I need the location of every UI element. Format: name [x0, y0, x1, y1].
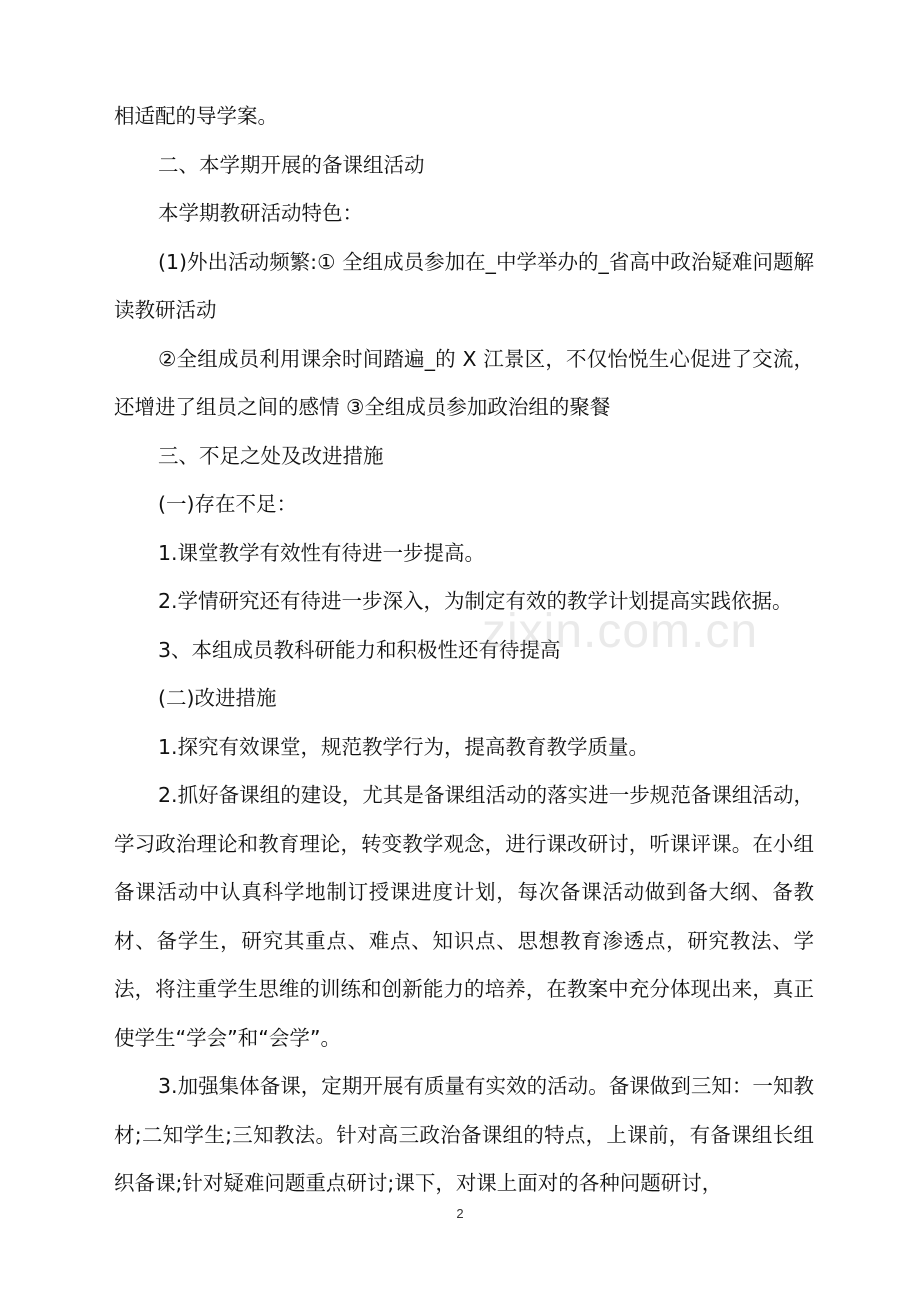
list-item-shortcoming-1: 1.课堂教学有效性有待进一步提高。 — [158, 540, 486, 565]
list-item-shortcoming-3: 3、本组成员教科研能力和积极性还有待提高 — [158, 637, 561, 662]
subheading-shortcomings: (一)存在不足： — [158, 492, 297, 516]
paragraph-outing-activities: (1)外出活动频繁:① 全组成员参加在_中学举办的_省高中政治疑难问题解读教研活动 — [114, 249, 814, 322]
list-item-improvement-2: 2.抓好备课组的建设，尤其是备课组活动的落实进一步规范备课组活动，学习政治理论和教育理论，转变教学观念，进行课改研讨，听课评课。在小组备课活动中认真科学地制订授课进度计划，每次备课活动做到备大纲、备教材、备学生，研究其重点、难点、知识点、思想教育渗透点，研究教法、学法，将注重学生思维的训练和创新能力的培养，在教案中充分体现出来，真正使学生“学会”和“会学”。 — [114, 783, 814, 1050]
watermark: zixin.com.cn — [482, 605, 759, 658]
list-item-improvement-3: 3.加强集体备课，定期开展有质量有实效的活动。备课做到三知：一知教材;二知学生;三知教法。针对高三政治备课组的特点，上课前，有备课组长组织备课;针对疑难问题重点研讨;课下，对课上面对的各种问题研讨， — [114, 1074, 814, 1195]
paragraph-features-intro: 本学期教研活动特色： — [158, 201, 363, 225]
list-item-shortcoming-2: 2.学情研究还有待进一步深入，为制定有效的教学计划提高实践依据。 — [158, 589, 793, 613]
page-number: 2 — [456, 1206, 464, 1221]
section-heading-2: 二、本学期开展的备课组活动 — [158, 152, 425, 177]
paragraph-scenic-tour: ②全组成员利用课余时间踏遍_的 X 江景区，不仅怡悦生心促进了交流，还增进了组员之间的感情 ③全组成员参加政治组的聚餐 — [114, 346, 814, 419]
list-item-improvement-1: 1.探究有效课堂，规范教学行为，提高教育教学质量。 — [158, 734, 650, 759]
section-heading-3: 三、不足之处及改进措施 — [158, 443, 384, 468]
paragraph-continuation: 相适配的导学案。 — [114, 104, 278, 128]
subheading-improvements: (二)改进措施 — [158, 686, 277, 710]
